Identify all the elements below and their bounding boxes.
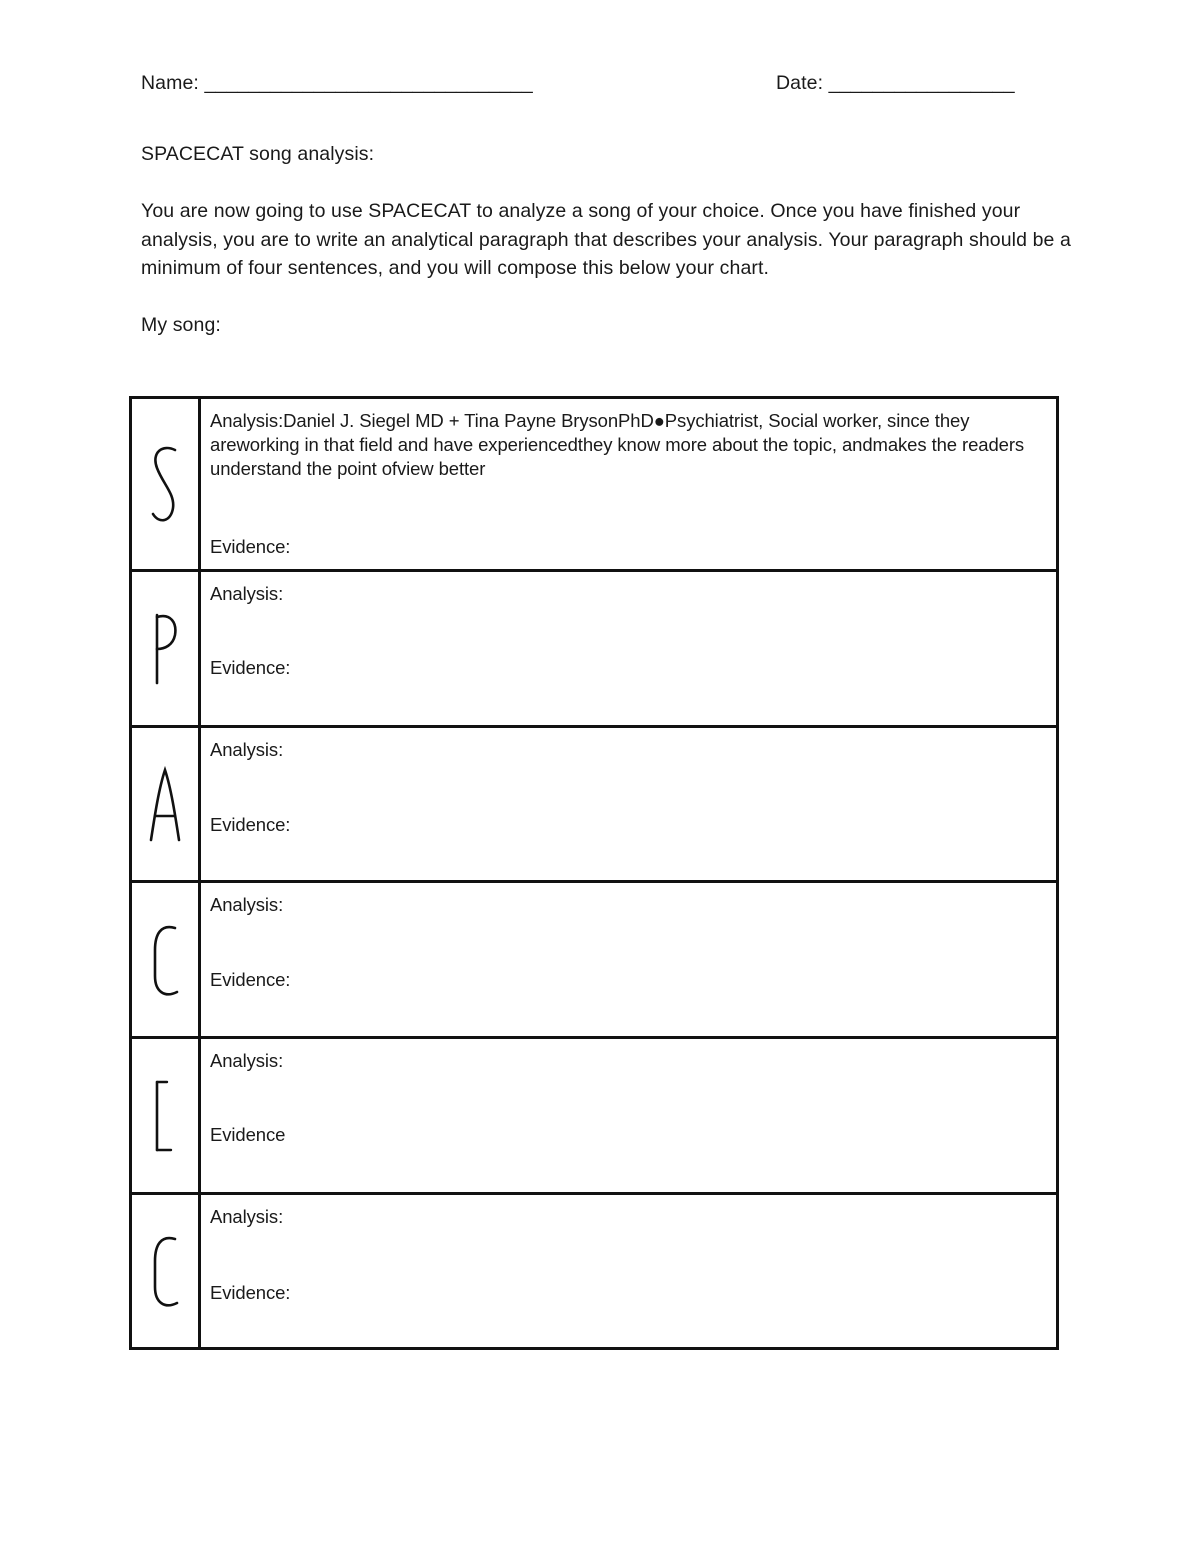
row-s-analysis[interactable]: Analysis:Daniel J. Siegel MD + Tina Payne BrysonPhD●Psychiatrist, Social worker, since they areworking in that field and have experiencedthey know more about the topic, andmakes the readers understand the point ofview better <box>210 410 1025 479</box>
row-c1-analysis[interactable]: Analysis: <box>210 894 284 915</box>
row-p-content <box>200 571 1058 727</box>
letter-cell-c1 <box>131 882 200 1038</box>
letter-e-handwritten <box>145 1076 185 1156</box>
letter-c-handwritten <box>145 920 185 1000</box>
spacecat-row-a <box>131 727 1058 882</box>
spacecat-row-c1 <box>131 882 1058 1038</box>
row-p-evidence[interactable]: Evidence: <box>210 657 291 678</box>
letter-a-handwritten <box>145 764 185 844</box>
row-c2-content <box>200 1194 1058 1349</box>
spacecat-row-p <box>131 571 1058 727</box>
spacecat-chart <box>129 396 1059 1350</box>
worksheet-title: SPACECAT song analysis: <box>141 143 375 165</box>
row-a-content <box>200 727 1058 882</box>
row-c1-evidence[interactable]: Evidence: <box>210 969 291 990</box>
row-a-evidence[interactable]: Evidence: <box>210 814 291 835</box>
row-a-analysis[interactable]: Analysis: <box>210 739 284 760</box>
date-field[interactable]: Date: _________________ <box>776 72 1015 94</box>
letter-p-handwritten <box>145 609 185 689</box>
instructions-paragraph: You are now going to use SPACECAT to analyze a song of your choice. Once you have finished your analysis, you are to write an analytical paragraph that describes your analysis. Your paragraph should be a minimum of four sentences, and you will compose this below your chart. <box>141 200 1071 279</box>
letter-cell-e <box>131 1038 200 1194</box>
name-field[interactable]: Name: ______________________________ <box>141 72 533 94</box>
row-e-analysis[interactable]: Analysis: <box>210 1050 284 1071</box>
letter-cell-p <box>131 571 200 727</box>
row-c2-analysis[interactable]: Analysis: <box>210 1206 284 1227</box>
my-song-field[interactable]: My song: <box>141 314 221 336</box>
letter-c-handwritten <box>145 1231 185 1311</box>
row-s-content <box>200 398 1058 571</box>
spacecat-row-e <box>131 1038 1058 1194</box>
letter-s-handwritten <box>145 442 185 526</box>
letter-cell-s <box>131 398 200 571</box>
row-e-content <box>200 1038 1058 1194</box>
row-c1-content <box>200 882 1058 1038</box>
row-s-evidence[interactable]: Evidence: <box>210 536 291 557</box>
row-e-evidence[interactable]: Evidence <box>210 1124 286 1145</box>
spacecat-row-c2 <box>131 1194 1058 1349</box>
letter-cell-a <box>131 727 200 882</box>
spacecat-row-s <box>131 398 1058 571</box>
row-c2-evidence[interactable]: Evidence: <box>210 1282 291 1303</box>
row-p-analysis[interactable]: Analysis: <box>210 583 284 604</box>
letter-cell-c2 <box>131 1194 200 1349</box>
